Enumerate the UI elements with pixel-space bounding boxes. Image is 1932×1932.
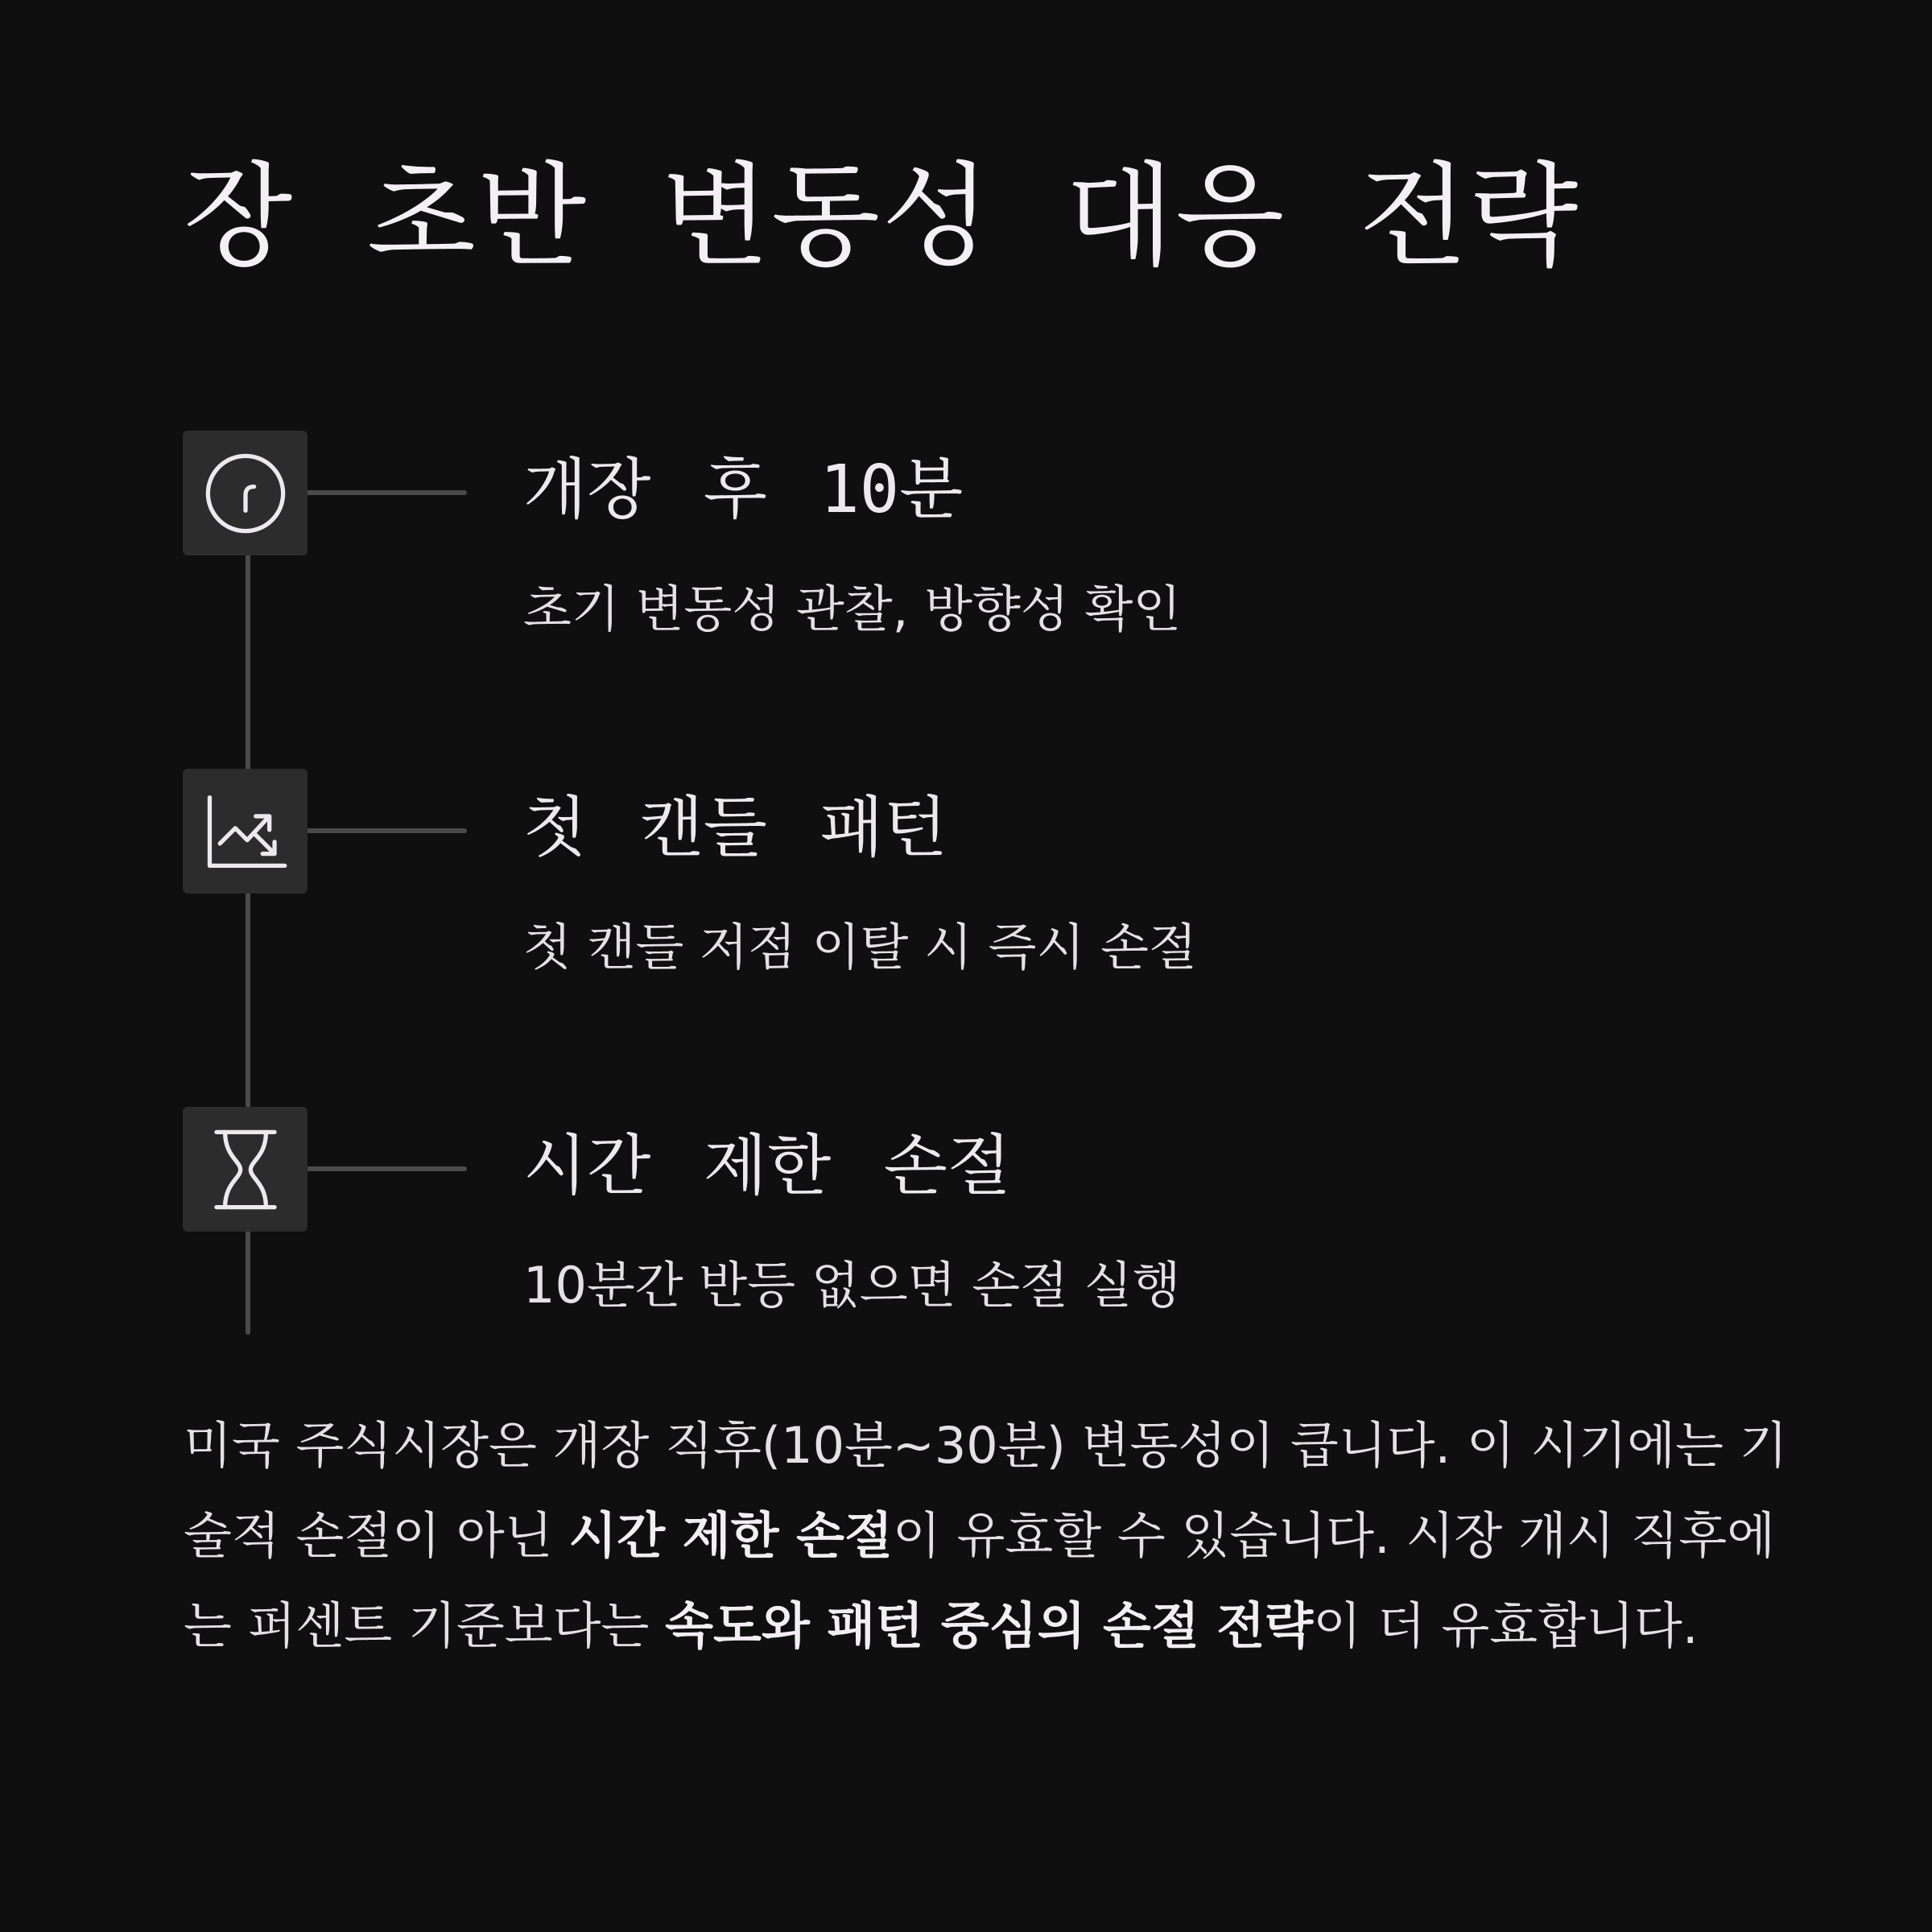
summary-paragraph xyxy=(184,1401,1794,1671)
step-icon-box xyxy=(183,431,308,555)
step-icon-box xyxy=(183,769,308,894)
step-title: 개장 후 10분 xyxy=(523,452,964,528)
step-icon-box xyxy=(183,1107,308,1232)
summary-emphasis: 속도와 패턴 중심의 손절 전략 xyxy=(665,1596,1314,1655)
clock-icon xyxy=(203,451,288,536)
summary-text: 이 더 유효합니다. xyxy=(1313,1596,1699,1655)
timeline-connector xyxy=(306,828,467,833)
timeline-connector xyxy=(306,490,467,495)
chart-trend-icon xyxy=(203,789,288,874)
summary-text: 이 유효할 수 있습니다. 시장 개시 직후에는 퍼센트 기준보다는 xyxy=(184,1506,1776,1655)
step-title: 시간 제한 손절 xyxy=(523,1128,1012,1204)
step-description: 초기 변동성 관찰, 방향성 확인 xyxy=(523,580,1182,638)
timeline-connector xyxy=(306,1166,467,1171)
step-description: 10분간 반등 없으면 손절 실행 xyxy=(523,1256,1181,1315)
step-description: 첫 캔들 저점 이탈 시 즉시 손절 xyxy=(523,918,1197,976)
summary-emphasis: 시간 제한 손절 xyxy=(568,1506,893,1565)
step-title: 첫 캔들 패턴 xyxy=(523,790,947,866)
summary-text: 미국 주식시장은 개장 직후(10분~30분) 변동성이 큽니다. 이 시기에는 기술적 손절이 아닌 xyxy=(184,1416,1788,1565)
page-title: 장 초반 변동성 대응 전략 xyxy=(184,151,1580,283)
hourglass-icon xyxy=(203,1127,288,1212)
